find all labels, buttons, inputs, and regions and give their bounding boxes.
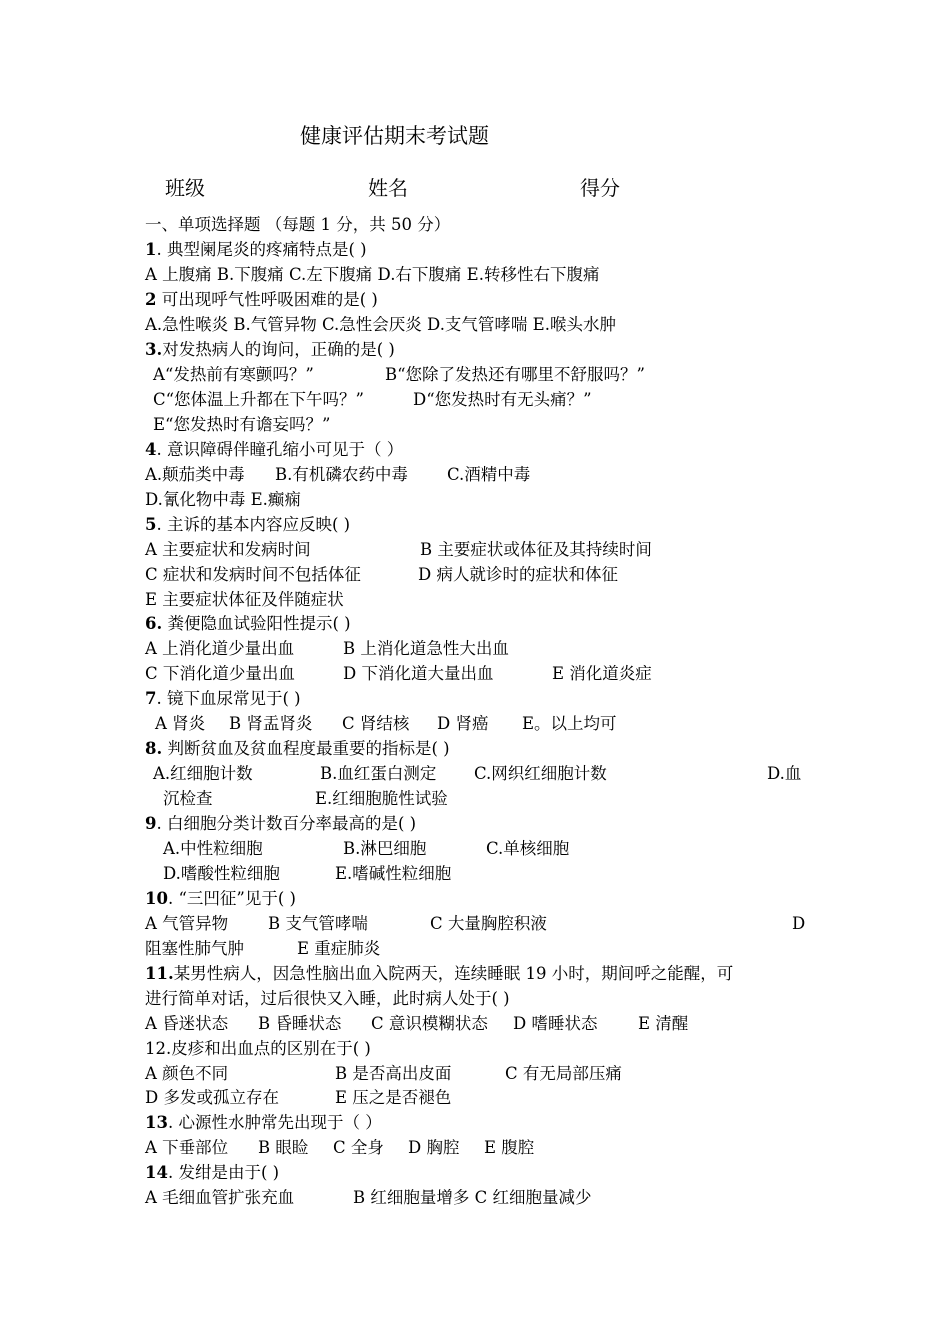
question-9-option-d: D.嗜酸性粒细胞: [163, 864, 280, 883]
question-11: 11.某男性病人，因急性脑出血入院两天，连续睡眠 19 小时，期间呼之能醒，可: [145, 964, 734, 983]
question-6-option-d: D 下消化道大量出血: [343, 664, 494, 683]
question-8-option-d-cont: 沉检查: [163, 789, 213, 808]
question-5-option-b: B 主要症状或体征及其持续时间: [420, 540, 652, 559]
question-8-option-d: D.血: [767, 764, 802, 783]
question-4: 4. 意识障碍伴瞳孔缩小可见于（ ）: [145, 440, 404, 459]
question-12-option-c: C 有无局部压痛: [505, 1064, 622, 1083]
question-4-option-de: D.氰化物中毒 E.癫痫: [145, 490, 301, 509]
question-7: 7. 镜下血尿常见于( ): [145, 689, 301, 708]
section-heading: 一、单项选择题 （每题 1 分，共 50 分）: [145, 215, 451, 234]
question-11-option-c: C 意识模糊状态: [371, 1014, 488, 1033]
question-13-option-e: E 腹腔: [484, 1138, 535, 1157]
question-2: 2 可出现呼气性呼吸困难的是( ): [145, 290, 378, 309]
question-8-option-b: B.血红蛋白测定: [320, 764, 437, 783]
question-5-option-a: A 主要症状和发病时间: [145, 540, 311, 559]
question-10: 10. “三凹征”见于( ): [145, 889, 296, 908]
question-3-option-d: D“您发热时有无头痛？”: [413, 390, 592, 409]
question-14: 14. 发绀是由于( ): [145, 1163, 280, 1182]
question-6: 6. 粪便隐血试验阳性提示( ): [145, 614, 351, 633]
question-7-option-d: D 肾癌: [437, 714, 489, 733]
question-12-option-e: E 压之是否褪色: [335, 1088, 452, 1107]
question-6-option-c: C 下消化道少量出血: [145, 664, 295, 683]
question-9-option-e: E.嗜碱性粒细胞: [335, 864, 452, 883]
question-14-option-a: A 毛细血管扩张充血: [145, 1188, 295, 1207]
question-8-option-c: C.网织红细胞计数: [474, 764, 607, 783]
question-7-option-e: E。以上均可: [522, 714, 617, 733]
page-title: 健康评估期末考试题: [300, 124, 489, 148]
question-11-cont: 进行简单对话，过后很快又入睡，此时病人处于( ): [145, 989, 510, 1008]
question-13-option-c: C 全身: [333, 1138, 384, 1157]
question-11-option-d: D 嗜睡状态: [513, 1014, 598, 1033]
question-11-option-b: B 昏睡状态: [258, 1014, 342, 1033]
question-6-option-e: E 消化道炎症: [552, 664, 652, 683]
question-10-option-d-cont: 阻塞性肺气肿: [145, 939, 244, 958]
question-12: 12.皮疹和出血点的区别在于( ): [145, 1039, 371, 1058]
question-9: 9. 白细胞分类计数百分率最高的是( ): [145, 814, 417, 833]
question-4-option-c: C.酒精中毒: [447, 465, 531, 484]
question-8-option-e: E.红细胞脆性试验: [315, 789, 448, 808]
question-8-option-a: A.红细胞计数: [153, 764, 253, 783]
question-10-option-e: E 重症肺炎: [297, 939, 381, 958]
question-14-option-bc: B 红细胞量增多 C 红细胞量减少: [353, 1188, 592, 1207]
question-10-option-d: D: [792, 914, 806, 933]
question-9-option-a: A.中性粒细胞: [163, 839, 263, 858]
question-5: 5. 主诉的基本内容应反映( ): [145, 515, 351, 534]
question-7-option-b: B 肾盂肾炎: [229, 714, 313, 733]
question-10-option-a: A 气管异物: [145, 914, 229, 933]
question-11-option-e: E 清醒: [638, 1014, 689, 1033]
name-label: 姓名: [368, 176, 408, 200]
question-5-option-e: E 主要症状体征及伴随症状: [145, 590, 344, 609]
question-13-option-b: B 眼睑: [258, 1138, 309, 1157]
question-2-options: A.急性喉炎 B.气管异物 C.急性会厌炎 D.支气管哮喘 E.喉头水肿: [145, 315, 616, 334]
score-label: 得分: [580, 176, 620, 200]
question-12-option-d: D 多发或孤立存在: [145, 1088, 279, 1107]
question-9-option-b: B.淋巴细胞: [343, 839, 427, 858]
question-3-option-c: C“您体温上升都在下午吗？”: [153, 390, 364, 409]
question-1-options: A 上腹痛 B.下腹痛 C.左下腹痛 D.右下腹痛 E.转移性右下腹痛: [145, 265, 600, 284]
question-13-option-a: A 下垂部位: [145, 1138, 229, 1157]
question-6-option-b: B 上消化道急性大出血: [343, 639, 509, 658]
question-1: 1. 典型阑尾炎的疼痛特点是( ): [145, 240, 367, 259]
question-3-option-b: B“您除了发热还有哪里不舒服吗？”: [385, 365, 645, 384]
question-3-option-e: E“您发热时有谵妄吗？”: [153, 415, 331, 434]
question-13-option-d: D 胸腔: [408, 1138, 460, 1157]
question-10-option-b: B 支气管哮喘: [268, 914, 368, 933]
question-6-option-a: A 上消化道少量出血: [145, 639, 295, 658]
question-4-option-a: A.颠茄类中毒: [145, 465, 245, 484]
question-10-option-c: C 大量胸腔积液: [430, 914, 547, 933]
class-label: 班级: [165, 176, 205, 200]
question-3: 3.对发热病人的询问，正确的是( ): [145, 340, 395, 359]
question-12-option-b: B 是否高出皮面: [335, 1064, 452, 1083]
question-5-option-d: D 病人就诊时的症状和体征: [418, 565, 618, 584]
question-4-option-b: B.有机磷农药中毒: [275, 465, 408, 484]
question-5-option-c: C 症状和发病时间不包括体征: [145, 565, 361, 584]
question-3-option-a: A“发热前有寒颤吗？”: [153, 365, 314, 384]
question-7-option-c: C 肾结核: [342, 714, 410, 733]
question-13: 13. 心源性水肿常先出现于（ ）: [145, 1113, 382, 1132]
question-11-option-a: A 昏迷状态: [145, 1014, 229, 1033]
question-7-option-a: A 肾炎: [155, 714, 206, 733]
question-9-option-c: C.单核细胞: [486, 839, 570, 858]
question-8: 8. 判断贫血及贫血程度最重要的指标是( ): [145, 739, 450, 758]
question-12-option-a: A 颜色不同: [145, 1064, 229, 1083]
